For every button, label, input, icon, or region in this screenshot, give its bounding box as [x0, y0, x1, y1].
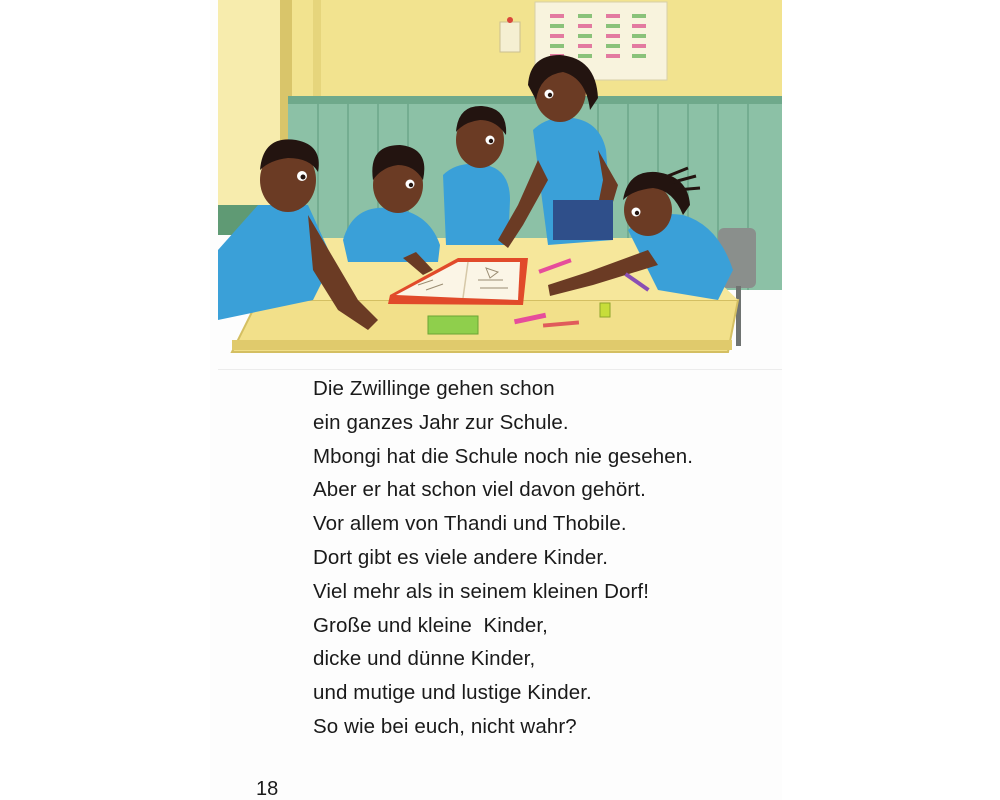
pin-icon	[507, 17, 513, 23]
illustration-divider	[218, 369, 782, 370]
story-line: Dort gibt es viele andere Kinder.	[313, 545, 609, 569]
page-number: 18	[256, 778, 279, 800]
story-line: Mbongi hat die Schule noch nie gesehen.	[313, 444, 694, 468]
story-line: Aber er hat schon viel davon gehört.	[313, 478, 646, 502]
pencil-box	[428, 316, 478, 334]
wall-pillar	[313, 0, 321, 110]
story-line: ein ganzes Jahr zur Schule.	[313, 410, 569, 434]
sharpener	[600, 303, 610, 317]
story-line: So wie bei euch, nicht wahr?	[313, 714, 577, 738]
classroom-illustration-art	[218, 0, 782, 356]
story-text	[313, 372, 773, 744]
story-line: Große und kleine Kinder,	[313, 613, 548, 637]
story-line: dicke und dünne Kinder,	[313, 647, 536, 671]
story-line: und mutige und lustige Kinder.	[313, 681, 592, 705]
story-line: Viel mehr als in seinem kleinen Dorf!	[313, 579, 650, 603]
wall-note	[500, 22, 520, 52]
story-line: Vor allem von Thandi und Thobile.	[313, 512, 627, 536]
classroom-illustration	[218, 0, 782, 356]
story-line: Die Zwillinge gehen schon	[313, 377, 555, 400]
chair-leg	[736, 286, 741, 346]
table-edge	[232, 340, 732, 350]
